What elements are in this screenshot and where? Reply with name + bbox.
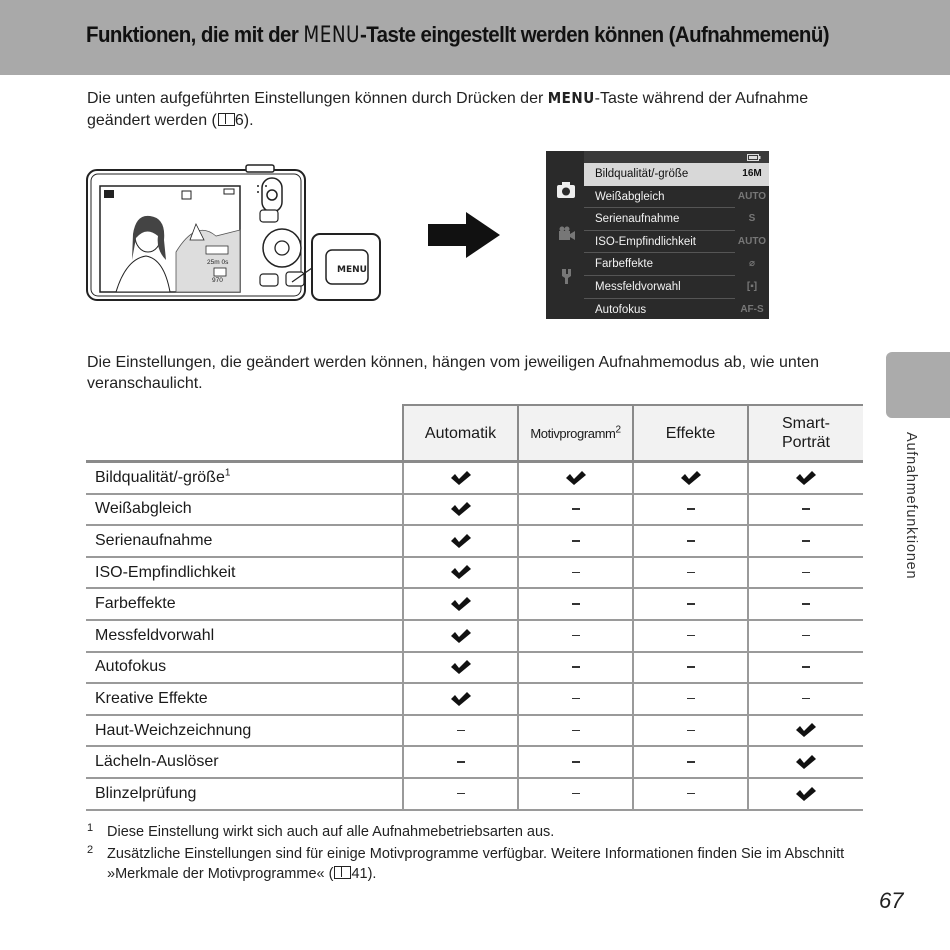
dash-cell — [403, 778, 518, 810]
dash-cell — [633, 652, 748, 684]
camera-menu-button-label: MENU — [337, 265, 367, 275]
check-icon — [403, 462, 518, 494]
table-header-blank — [86, 405, 403, 462]
check-icon — [403, 620, 518, 652]
menu-list — [584, 163, 735, 319]
table-row — [86, 746, 863, 778]
dash-cell — [748, 683, 863, 715]
row-label: Farbeffekte — [86, 588, 403, 620]
check-icon — [518, 462, 633, 494]
menu-item-value: S — [748, 213, 756, 225]
row-label: Weißabgleich — [86, 494, 403, 526]
row-label: Autofokus — [86, 652, 403, 684]
dash-cell — [633, 746, 748, 778]
table-row — [86, 557, 863, 589]
row-label: Kreative Effekte — [86, 683, 403, 715]
book-icon — [334, 866, 351, 879]
check-icon — [403, 588, 518, 620]
check-icon — [748, 778, 863, 810]
row-label: Bildqualität/-größe$^1$ — [86, 462, 403, 494]
menu-item-value: AUTO — [737, 190, 767, 202]
column-header: Smart- Porträt — [748, 405, 863, 462]
dash-cell — [748, 557, 863, 589]
check-icon — [748, 715, 863, 747]
camera-icon — [556, 181, 576, 199]
battery-icon — [747, 154, 761, 161]
dash-cell — [748, 588, 863, 620]
menu-item[interactable]: Bildqualität/-größe — [584, 163, 735, 186]
dash-cell — [748, 525, 863, 557]
dash-cell — [403, 746, 518, 778]
dash-cell — [518, 683, 633, 715]
menu-item[interactable]: Weißabgleich — [584, 186, 735, 209]
camera-illustration — [86, 164, 386, 304]
camera-screen-value: 970 — [212, 277, 223, 284]
table-row — [86, 778, 863, 810]
row-label: Blinzelprüfung — [86, 778, 403, 810]
dash-cell — [633, 715, 748, 747]
column-header: Automatik — [403, 405, 518, 462]
dash-cell — [518, 525, 633, 557]
book-icon — [218, 113, 235, 126]
dash-cell — [518, 652, 633, 684]
menu-item[interactable]: Serienaufnahme — [584, 208, 735, 231]
row-label: Haut-Weichzeichnung — [86, 715, 403, 747]
menu-sidebar — [546, 151, 584, 319]
camera-menu-screen — [546, 151, 769, 319]
check-icon — [748, 462, 863, 494]
dash-cell — [633, 683, 748, 715]
wrench-icon — [556, 267, 576, 285]
mode-paragraph: Die Einstellungen, die geändert werden können, hängen vom jeweiligen Aufnahmemodus ab, wie unten veranschaulicht. — [87, 354, 820, 392]
section-tab — [886, 352, 950, 418]
check-icon — [403, 525, 518, 557]
table-header-row — [86, 405, 863, 462]
menu-item[interactable]: ISO-Empfindlichkeit — [584, 231, 735, 254]
table-row — [86, 715, 863, 747]
dash-cell — [518, 778, 633, 810]
dash-cell — [518, 494, 633, 526]
dash-cell — [518, 557, 633, 589]
dash-cell — [748, 494, 863, 526]
row-label: Lächeln-Auslöser — [86, 746, 403, 778]
menu-item-value: ⌀ — [748, 258, 756, 270]
check-icon — [633, 462, 748, 494]
dash-cell — [633, 525, 748, 557]
dash-cell — [633, 557, 748, 589]
table-row — [86, 652, 863, 684]
menu-top-strip — [584, 151, 769, 163]
menu-word: MENU — [303, 23, 361, 48]
menu-item-value: 16M — [735, 163, 769, 186]
check-icon — [403, 683, 518, 715]
column-header: Motivprogramm$^2$ — [518, 405, 633, 462]
camera-screen-value: 25m 0s — [207, 259, 229, 266]
menu-item-value: [▪] — [746, 280, 758, 292]
dash-cell — [633, 588, 748, 620]
dash-cell — [518, 715, 633, 747]
column-header: Effekte — [633, 405, 748, 462]
table-row — [86, 620, 863, 652]
row-label: Messfeldvorwahl — [86, 620, 403, 652]
dash-cell — [518, 588, 633, 620]
dash-cell — [748, 620, 863, 652]
menu-item[interactable]: Farbeffekte — [584, 253, 735, 276]
table-row — [86, 683, 863, 715]
page-number: 67 — [879, 888, 904, 913]
dash-cell — [633, 494, 748, 526]
section-label: Aufnahmefunktionen — [903, 432, 919, 580]
menu-values-column — [735, 163, 769, 319]
dash-cell — [518, 746, 633, 778]
check-icon — [403, 557, 518, 589]
menu-item-value: AF-S — [740, 303, 764, 315]
check-icon — [403, 494, 518, 526]
row-label: Serienaufnahme — [86, 525, 403, 557]
table-row — [86, 494, 863, 526]
check-icon — [403, 652, 518, 684]
dash-cell — [518, 620, 633, 652]
menu-item[interactable]: Messfeldvorwahl — [584, 276, 735, 299]
dash-cell — [748, 652, 863, 684]
movie-icon — [556, 225, 576, 243]
footnote-1: 1 Diese Einstellung wirkt sich auch auf alle Aufnahmebetriebsarten aus. — [87, 822, 555, 840]
dash-cell — [633, 620, 748, 652]
table-row — [86, 525, 863, 557]
table-row — [86, 588, 863, 620]
intro-paragraph: Die unten aufgeführten Einstellungen können durch Drücken der MENU-Taste während der Aufnahme geändert werden ( 6). — [87, 89, 809, 129]
page-title: Funktionen, die mit der MENU-Taste eingestellt werden können (Aufnahmemenü) — [86, 22, 830, 48]
table-row — [86, 462, 863, 494]
right-arrow-icon — [428, 212, 500, 258]
check-icon — [748, 746, 863, 778]
settings-table — [86, 404, 863, 811]
dash-cell — [403, 715, 518, 747]
footnote-2: 2 Zusätzliche Einstellungen sind für einige Motivprogramme verfügbar. Weitere Informationen finden Sie im Abschnitt »Merkmale der Motivprogramme« ( 41). — [87, 844, 845, 882]
menu-item[interactable]: Autofokus — [584, 299, 735, 319]
dash-cell — [633, 778, 748, 810]
row-label: ISO-Empfindlichkeit — [86, 557, 403, 589]
menu-item-value: AUTO — [737, 235, 767, 247]
